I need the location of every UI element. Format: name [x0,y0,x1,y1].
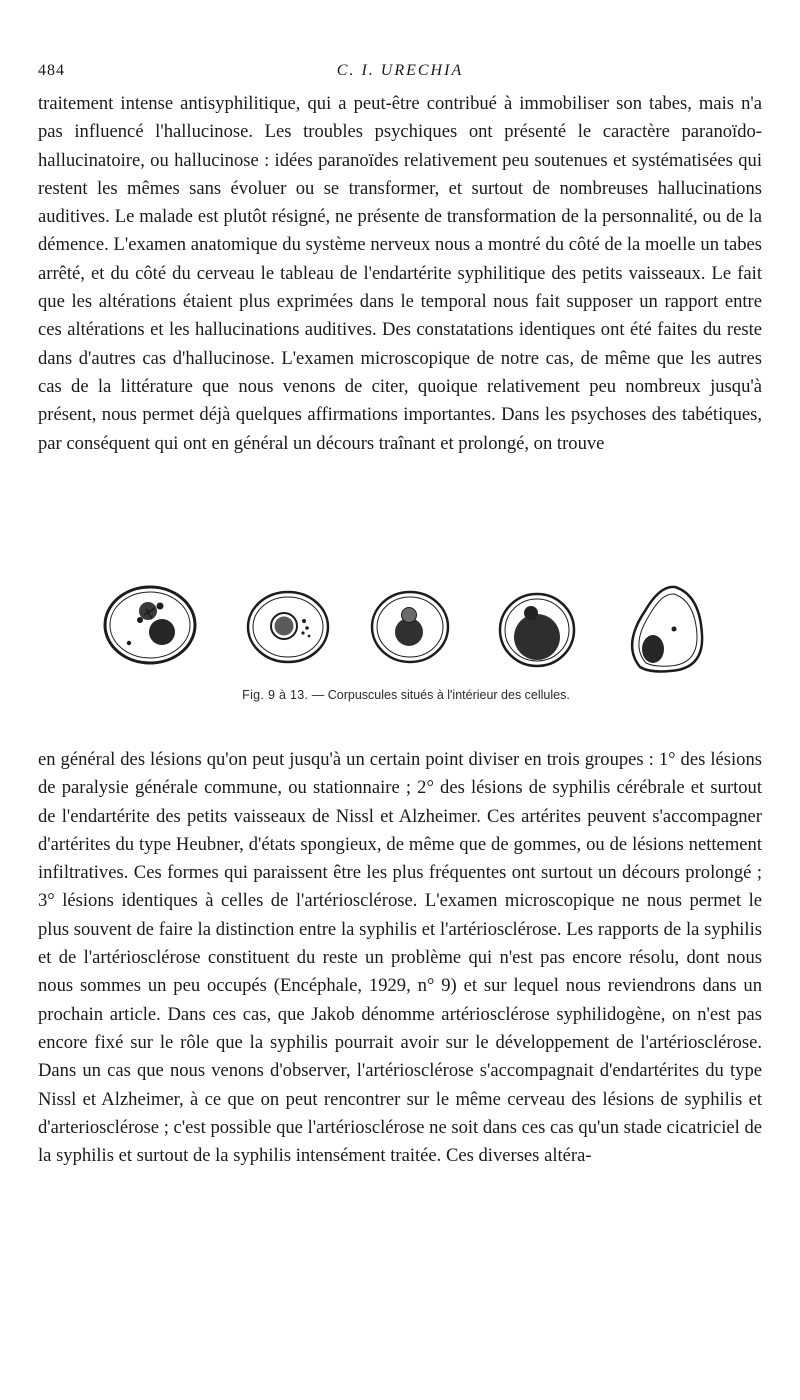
caption-label: Fig. 9 à 13. [242,688,309,702]
cell-fig-11 [372,592,448,662]
paragraph-text: traitement intense antisyphilitique, qui a peut-être contribué à immobiliser son tabes, mais n'a pas influencé l'hallucinose. Les troubles psychiques ont présenté le caractère paranoïdo-hallucinatoire, ou hallucinose : idées paranoïdes relativement peu soutenues et systématisées qui restent les mêmes sans évoluer ou se transformer, et surtout de nombreuses hallucinations auditives. Le malade est plutôt résigné, ne présente de transformation de la personnalité, ou de la démence. L'examen anatomique du système nerveux nous a montré du côté de la moelle un tabes arrêté, et du côté du cerveau le tableau de l'endartérite syphilitique des petits vaisseaux. Le fait que les altérations étaient plus exprimées dans le temporal nous fait supposer un rapport entre ces altérations et les hallucinations auditives. Des constatations identiques ont été faites du reste dans d'autres cas d'hallucinose. L'examen microscopique de notre cas, de même que les autres cas de la littérature que nous venons de citer, quoique relativement peu nombreux jusqu'à présent, nous permet déjà quelques affirmations importantes. Dans les psychoses des tabétiques, par conséquent qui ont en général un décours traînant et prolongé, on trouve [38,93,762,454]
page-number: 484 [38,62,65,79]
cell-fig-10 [248,592,328,662]
cell-illustrations [100,575,712,685]
cell-fig-9 [105,587,195,663]
caption-text: Corpuscules situés à l'intérieur des cellules. [327,688,570,702]
figure-caption [100,688,712,702]
figure-cells [100,575,712,715]
page-header [38,62,762,82]
body-paragraph-1 [38,90,762,458]
cell-fig-13 [632,587,702,672]
caption-separator: — [311,688,325,702]
cell-fig-12 [500,594,574,666]
body-paragraph-2 [38,746,762,1170]
running-head: C. I. URECHIA [336,62,464,79]
paragraph-text: en général des lésions qu'on peut jusqu'à un certain point diviser en trois groupes : 1° des lésions de paralysie générale commune, ou stationnaire ; 2° des lésions de syphilis cérébrale et surtout de l'endartérite des petits vaisseaux de Nissl et Alzheimer. Ces artérites peuvent s'accompagner d'artérites du type Heubner, d'états spongieux, de même que de gommes, ou de lésions nettement infiltratives. Ces formes qui paraissent être les plus fréquentes ont surtout un décours prolongé ; 3° lésions identiques à celles de l'artériosclérose. L'examen microscopique ne nous permet le plus souvent de faire la distinction entre la syphilis et l'artériosclérose. Les rapports de la syphilis et de l'artériosclérose constituent du reste un problème qui n'est pas encore résolu, dont nous nous sommes un peu occupés (Encéphale, 1929, n° 9) et sur lequel nous reviendrons dans un prochain article. Dans ces cas, que Jakob dénomme artériosclérose syphilidogène, on n'est pas encore fixé sur le rôle que la syphilis pourrait avoir sur le développement de l'artériosclérose. Dans un cas que nous venons d'observer, l'artériosclérose s'accompagnait d'endartérites du type Nissl et Alzheimer, à ce que on peut rencontrer sur le même cerveau des lésions de syphilis et d'arteriosclérose ; c'est possible que l'artériosclérose ne soit dans ces cas qu'un stade cicatriciel de la syphilis et surtout de la syphilis intensément traitée. Ces diverses altéra- [38,749,762,1167]
